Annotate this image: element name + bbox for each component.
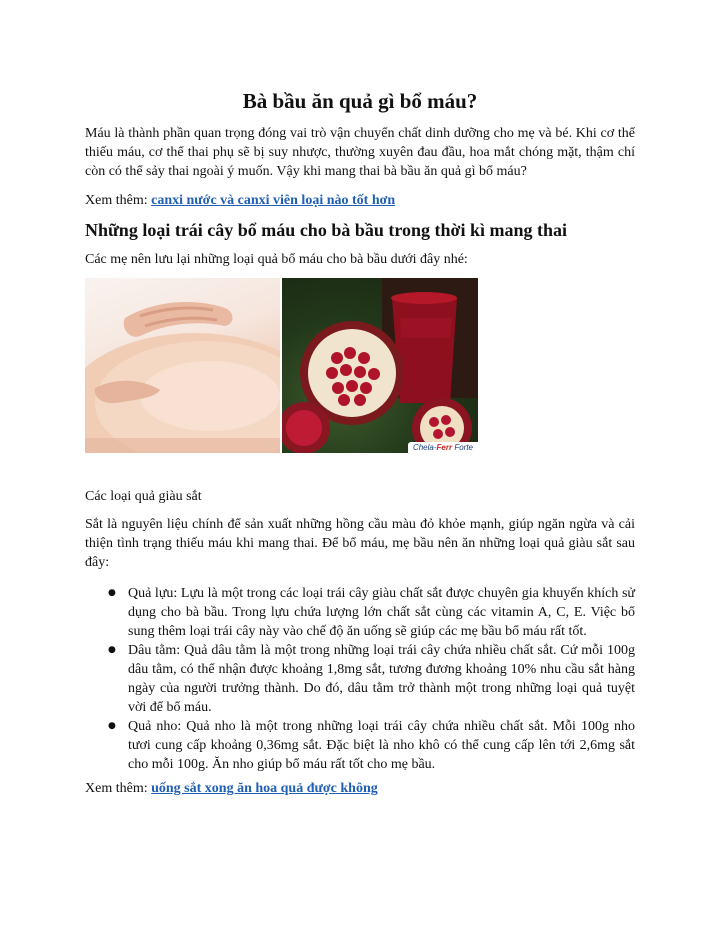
- pomegranate-illustration: [282, 278, 478, 453]
- section-heading: Những loại trái cây bổ máu cho bà bầu trong thời kì mang thai: [85, 220, 568, 240]
- pregnant-belly-image: [85, 278, 280, 453]
- see-more-line-2: [85, 779, 635, 798]
- list-item: ● Quả lựu: Lựu là một trong các loại trái cây giàu chất sắt được chuyên gia khuyến khích sử dụng cho bà bầu. Trong lựu chứa lượng lớn chất sắt cùng các vitamin A, C, E. Việc bổ sung thêm loại trái cây này vào chế độ ăn uống sẽ giúp các mẹ bầu bổ máu rất tốt.: [108, 586, 635, 639]
- page-title: Bà bầu ăn quả gì bổ máu?: [242, 89, 478, 113]
- image-caption: Các loại quả giàu sắt: [85, 489, 202, 504]
- fruit-list: [85, 584, 635, 774]
- iron-paragraph: Sắt là nguyên liệu chính để sản xuất những hồng cầu màu đỏ khỏe mạnh, giúp ngăn ngừa và cải thiện tình trạng thiếu máu khi mang thai. Để bổ máu, mẹ bầu nên ăn những loại quả giàu sắt sau đây:: [85, 517, 635, 570]
- pregnant-belly-illustration: [85, 278, 280, 453]
- list-item: ● Dâu tằm: Quả dâu tằm là một trong những loại trái cây chứa nhiều chất sắt. Cứ mỗi 100g dâu tằm, có thể nhận được khoảng 1,8mg sắt, tương đương khoảng 10% nhu cầu sắt hàng ngày của người trưởng thành. Do đó, dâu tằm trở thành một trong những loại quả tuyệt vời để bổ máu.: [108, 643, 635, 715]
- bullet-icon: ●: [108, 588, 116, 598]
- see-more-link-calcium[interactable]: canxi nước và canxi viên loại nào tốt hơn: [151, 193, 396, 208]
- brand-watermark: Chela-Ferr Forte: [408, 442, 478, 453]
- bullet-icon: ●: [108, 721, 116, 731]
- article-image: [85, 278, 478, 453]
- document-page: [85, 0, 635, 798]
- bullet-icon: ●: [108, 645, 116, 655]
- lead-paragraph: Các mẹ nên lưu lại những loại quả bổ máu cho bà bầu dưới đây nhé:: [85, 252, 468, 267]
- see-more-line-1: [85, 191, 635, 210]
- see-more-prefix: Xem thêm:: [85, 781, 152, 796]
- list-item: ● Quả nho: Quả nho là một trong những loại trái cây chứa nhiều chất sắt. Mỗi 100g nho tươi cung cấp khoảng 0,36mg sắt. Đặc biệt là nho khô có thể cung cấp lên tới 2,6mg sắt cho mỗi 100g. Ăn nho giúp bổ máu rất tốt cho mẹ bầu.: [108, 719, 635, 772]
- intro-paragraph: Máu là thành phần quan trọng đóng vai trò vận chuyển chất dinh dưỡng cho mẹ và bé. Khi cơ thể thiếu máu, cơ thể thai phụ sẽ bị suy nhược, thường xuyên đau đầu, hoa mắt chóng mặt, thậm chí còn có thể sảy thai ngoài ý muốn. Vậy khi mang thai bà bầu ăn quả gì bổ máu?: [85, 126, 635, 179]
- see-more-link-iron[interactable]: uống sắt xong ăn hoa quả được không: [151, 781, 378, 796]
- see-more-prefix: Xem thêm:: [85, 193, 152, 208]
- pomegranate-image: [282, 278, 478, 453]
